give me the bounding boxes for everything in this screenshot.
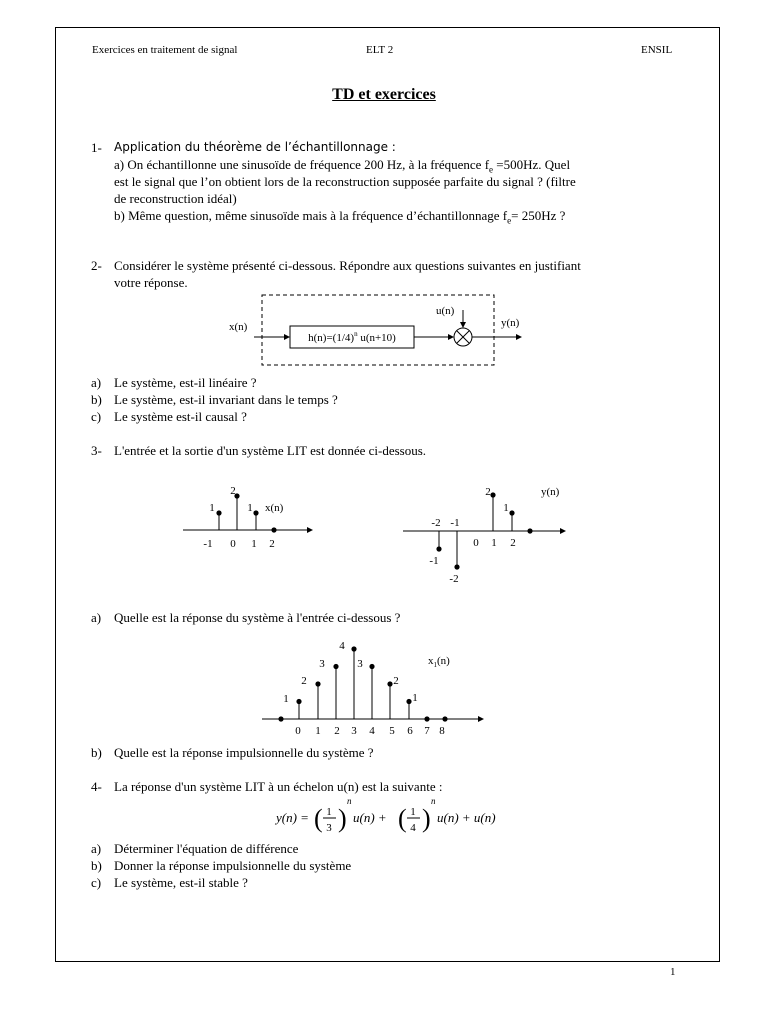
ex2-line2: votre réponse. (114, 275, 188, 290)
ex4-q-a-text: Déterminer l'équation de différence (114, 841, 299, 856)
input-label: x(n) (229, 321, 248, 333)
arrow-head-icon (478, 716, 484, 722)
plot-y-title: y(n) (541, 486, 560, 498)
ex2-line1: Considérer le système présenté ci-dessous. Répondre aux questions suivantes en justifiant (114, 258, 581, 273)
modulation-label: u(n) (436, 305, 455, 317)
ex1-title: Application du théorème de l’échantillonnage : (114, 140, 396, 154)
ex1-a-line2: est le signal que l’on obtient lors de la reconstruction supposée parfaite du signal ? (filtre (114, 174, 576, 189)
output-label: y(n) (501, 317, 520, 329)
ex3-q-a-label: a) (91, 610, 102, 625)
plot-x (175, 478, 320, 560)
stem-point (216, 510, 221, 515)
plot-x1-tick: 1 (315, 725, 321, 737)
plot-x-value-label: 1 (247, 502, 253, 514)
header-center: ELT 2 (366, 44, 394, 56)
eq-exp1: n (347, 796, 352, 806)
plot-y-value-label: -1 (429, 555, 439, 567)
eq-lhs: y(n) = (276, 810, 309, 825)
header-left: Exercices en traitement de signal (92, 44, 238, 56)
plot-y-tick: 2 (510, 537, 516, 549)
plot-x1-tick: 5 (389, 725, 395, 737)
filter-block-label: $h(n)=(1/4)^n$ u(n+10) (308, 330, 396, 344)
stem-point (278, 716, 283, 721)
plot-x-tick: 2 (269, 538, 275, 550)
arrow-head-icon (560, 528, 566, 534)
ex1-a-line1: a) On échantillonne une sinusoïde de fréquence 200 Hz, à la fréquence $f_e =500Hz$. Quel (114, 157, 571, 175)
page-title: TD et exercices (332, 86, 436, 103)
ex4-line: La réponse d'un système LIT à un échelon u(n) est la suivante : (114, 779, 443, 794)
plot-x1-title: $x_1(n)$ (428, 655, 450, 669)
plot-x1-value-label: 4 (339, 640, 345, 652)
ex2-q-c-text: Le système est-il causal ? (114, 409, 247, 424)
stem-point (296, 699, 301, 704)
stem-point (436, 546, 441, 551)
ex4-q-c-label: c) (91, 875, 102, 890)
eq-term1: u(n) + (353, 810, 387, 825)
plot-y-tick: 1 (491, 537, 497, 549)
arrow-head-icon (307, 527, 313, 533)
stem-point (253, 510, 258, 515)
arrow-head-icon (516, 334, 522, 340)
ex2-number: 2- (91, 258, 102, 273)
ex4-q-b-label: b) (91, 858, 102, 873)
stem-point (527, 528, 532, 533)
system-block-diagram (220, 290, 540, 370)
plot-x1-tick: 6 (407, 725, 413, 737)
plot-y-tick: -2 (431, 517, 441, 529)
paren-open: ( (398, 804, 407, 833)
plot-x1-tick: 0 (295, 725, 301, 737)
arrow-head-icon (460, 322, 466, 328)
ex4-q-b-text: Donner la réponse impulsionnelle du système (114, 858, 352, 873)
ex2-q-a-text: Le système, est-il linéaire ? (114, 375, 257, 390)
stem-point (333, 664, 338, 669)
stem-point (424, 716, 429, 721)
stem-point (509, 510, 514, 515)
ex1-b-line: b) Même question, même sinusoïde mais à la fréquence d’échantillonnage $f_e= 250Hz$ ? (114, 208, 566, 226)
ex4-q-a-label: a) (91, 841, 102, 856)
plot-x1 (258, 636, 493, 740)
stem-point (490, 492, 495, 497)
plot-y-value-label: 1 (503, 502, 509, 514)
plot-x-title: x(n) (265, 502, 284, 514)
plot-x1-tick: 2 (334, 725, 340, 737)
ex2-q-a-label: a) (91, 375, 102, 390)
eq-frac1-den: 3 (326, 822, 332, 834)
ex3-line: L'entrée et la sortie d'un système LIT est donnée ci-dessous. (114, 443, 427, 458)
eq-frac2-den: 4 (410, 822, 416, 834)
stem-point (406, 699, 411, 704)
ex4-equation (268, 793, 498, 843)
plot-x1-value-label: 3 (357, 658, 363, 670)
ex2-q-c-label: c) (91, 409, 102, 424)
plot-y-tick: -1 (450, 517, 460, 529)
plot-x1-tick: 4 (369, 725, 375, 737)
stem-point (315, 681, 320, 686)
page-number: 1 (670, 966, 676, 978)
plot-x1-value-label: 3 (319, 658, 325, 670)
ex2-q-b-text: Le système, est-il invariant dans le temps ? (114, 392, 338, 407)
eq-term2: u(n) + u(n) (437, 810, 496, 825)
ex1-number: 1- (91, 140, 102, 155)
paren-open: ( (314, 804, 323, 833)
paren-close: ) (338, 804, 347, 833)
plot-x1-tick: 7 (424, 725, 430, 737)
stem-point (454, 564, 459, 569)
eq-frac2-num: 1 (410, 806, 416, 818)
ex3-q-b-label: b) (91, 745, 102, 760)
plot-x1-value-label: 1 (283, 693, 289, 705)
header-right: ENSIL (641, 44, 673, 56)
plot-x-value-label: 1 (209, 502, 215, 514)
stem-point (351, 646, 356, 651)
arrow-head-icon (448, 334, 454, 340)
plot-x1-tick: 3 (351, 725, 357, 737)
ex1-a-line3: de reconstruction idéal) (114, 191, 237, 206)
stem-point (369, 664, 374, 669)
plot-x1-tick: 8 (439, 725, 445, 737)
ex3-q-b-text: Quelle est la réponse impulsionnelle du système ? (114, 745, 374, 760)
stem-point (387, 681, 392, 686)
eq-exp2: n (431, 796, 436, 806)
ex4-q-c-text: Le système, est-il stable ? (114, 875, 248, 890)
plot-x1-value-label: 2 (393, 675, 399, 687)
stem-point (271, 527, 276, 532)
arrow-head-icon (284, 334, 290, 340)
plot-x-tick: -1 (203, 538, 213, 550)
plot-y-value-label: 2 (485, 486, 491, 498)
plot-y-value-label: -2 (449, 573, 459, 585)
ex3-number: 3- (91, 443, 102, 458)
ex3-q-a-text: Quelle est la réponse du système à l'entrée ci-dessous ? (114, 610, 401, 625)
ex2-q-b-label: b) (91, 392, 102, 407)
plot-x1-value-label: 1 (412, 692, 418, 704)
eq-frac1-num: 1 (326, 806, 332, 818)
plot-y-tick: 0 (473, 537, 479, 549)
plot-x-value-label: 2 (230, 485, 236, 497)
stem-point (442, 716, 447, 721)
plot-x-tick: 1 (251, 538, 257, 550)
paren-close: ) (422, 804, 431, 833)
plot-x-tick: 0 (230, 538, 236, 550)
ex4-number: 4- (91, 779, 102, 794)
plot-y (395, 478, 575, 588)
plot-x1-value-label: 2 (301, 675, 307, 687)
